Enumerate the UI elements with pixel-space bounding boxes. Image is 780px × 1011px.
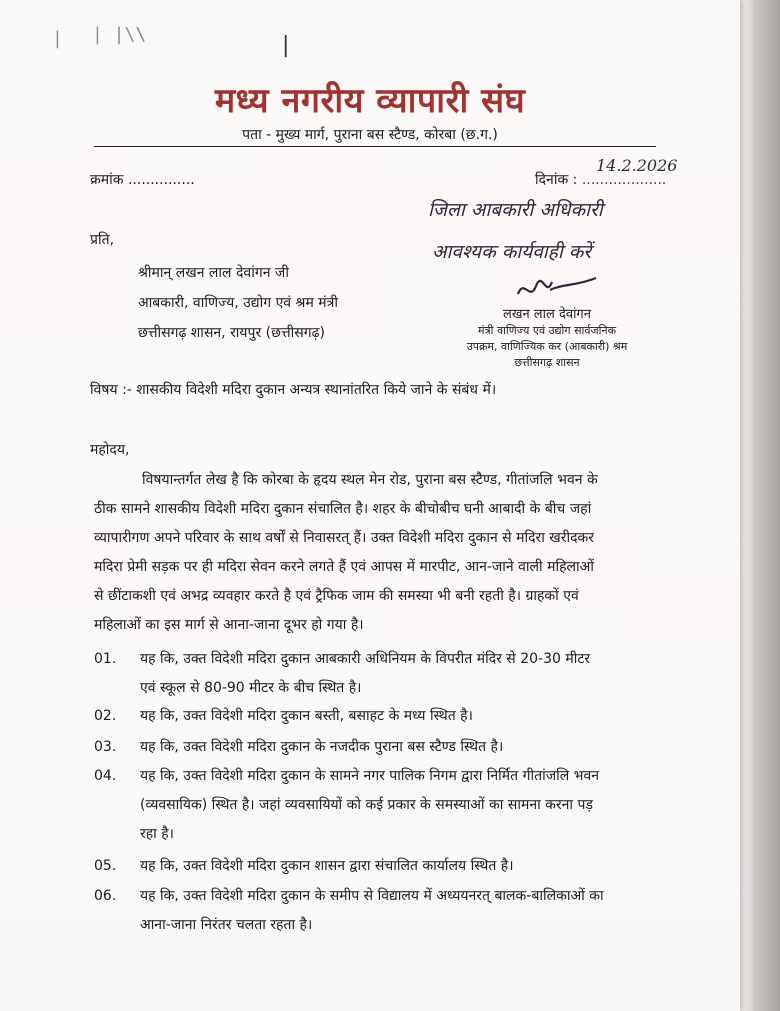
point-number: 03. <box>94 739 117 755</box>
body-line: महिलाओं का इस मार्ग से आना-जाना दूभर हो गया है। <box>94 617 364 633</box>
signatory-designation: मंत्री वाणिज्य एवं उद्योग सार्वजनिक <box>477 324 617 337</box>
point-number: 01. <box>94 651 117 667</box>
point-line: आना-जाना निरंतर चलता रहता है। <box>140 917 313 933</box>
date-label: दिनांक : <box>535 172 578 188</box>
body-line: मदिरा प्रेमी सड़क पर ही मदिरा सेवन करने लगते हैं एवं आपस में मारपीट, आन-जाने वाली महिलाओं <box>94 559 594 575</box>
point-line: रहा है। <box>140 826 174 842</box>
point-number: 06. <box>94 888 117 904</box>
body-line: ठीक सामने शासकीय विदेशी मदिरा दुकान संचालित है। शहर के बीचोबीच घनी आबादी के बीच जहां <box>94 501 592 517</box>
signatory-name: लखन लाल देवांगन <box>503 307 591 322</box>
point-line: (व्यवसायिक) स्थित है। जहां व्यवसायियों को कई प्रकार के समस्याओं का सामना करना पड़ <box>140 797 593 813</box>
signature-icon <box>512 272 602 306</box>
ink-mark: | <box>282 33 290 58</box>
point-line: यह कि, उक्त विदेशी मदिरा दुकान बस्ती, बसाहट के मध्य स्थित है। <box>140 708 473 724</box>
point-number: 04. <box>94 768 117 784</box>
body-line: व्यापारीगण अपने परिवार के साथ वर्षों से निवासरत् हैं। उक्त विदेशी मदिरा दुकान से मदिरा खरीदकर <box>94 530 595 546</box>
point-line: यह कि, उक्त विदेशी मदिरा दुकान के समीप से विद्यालय में अध्ययनरत् बालक-बालिकाओं का <box>140 888 604 904</box>
recipient-designation: आबकारी, वाणिज्य, उद्योग एवं श्रम मंत्री <box>138 295 339 311</box>
handwritten-date: 14.2.2026 <box>596 156 678 175</box>
point-line: एवं स्कूल से 80-90 मीटर के बीच स्थित है। <box>140 680 362 696</box>
scratch-mark: | <box>52 28 63 49</box>
point-number: 05. <box>94 858 117 874</box>
kramank-value: ............... <box>127 172 195 188</box>
point-line: यह कि, उक्त विदेशी मदिरा दुकान आबकारी अधिनियम के विपरीत मंदिर से 20-30 मीटर <box>140 651 591 667</box>
recipient-name: श्रीमान् लखन लाल देवांगन जी <box>138 265 289 281</box>
kramank-label: क्रमांक <box>90 172 124 188</box>
letterhead-title: मध्य नगरीय व्यापारी संघ <box>214 81 526 121</box>
reference-number <box>90 170 195 189</box>
recipient-location: छत्तीसगढ़ शासन, रायपुर (छत्तीसगढ़) <box>138 325 325 341</box>
signatory-designation: छत्तीसगढ़ शासन <box>514 356 580 369</box>
point-line: यह कि, उक्त विदेशी मदिरा दुकान शासन द्वारा संचालित कार्यालय स्थित है। <box>140 858 514 874</box>
subject-line: विषय :- शासकीय विदेशी मदिरा दुकान अन्यत्र स्थानांतरित किये जाने के संबंध में। <box>90 382 497 398</box>
letterhead-address: पता - मुख्य मार्ग, पुराना बस स्टैण्ड, कोरबा (छ.ग.) <box>242 127 498 143</box>
body-line: से छींटाकशी एवं अभद्र व्यवहार करते है एवं ट्रैफिक जाम की समस्या भी बनी रहती है। ग्राहकों एवं <box>94 588 579 604</box>
point-line: यह कि, उक्त विदेशी मदिरा दुकान के नजदीक पुराना बस स्टैण्ड स्थित है। <box>140 739 504 755</box>
scratch-mark: | |\\ <box>92 24 147 45</box>
body-line: विषयान्तर्गत लेख है कि कोरबा के हृदय स्थल मेन रोड, पुराना बस स्टैण्ड, गीतांजलि भवन के <box>142 472 598 488</box>
letterhead-divider <box>94 146 656 147</box>
handwritten-annotation-line2: आवश्यक कार्यवाही करें <box>432 241 592 263</box>
signatory-designation: उपक्रम, वाणिज्यिक कर (आबकारी) श्रम <box>466 340 628 353</box>
date-dots: ................... <box>581 172 667 188</box>
point-line: यह कि, उक्त विदेशी मदिरा दुकान के सामने नगर पालिक निगम द्वारा निर्मित गीतांजलि भवन <box>140 768 600 784</box>
signature-block <box>442 307 652 371</box>
prati-label: प्रति, <box>90 232 115 248</box>
salutation: महोदय, <box>90 442 130 458</box>
handwritten-annotation-line1: जिला आबकारी अधिकारी <box>428 199 603 221</box>
point-number: 02. <box>94 708 117 724</box>
